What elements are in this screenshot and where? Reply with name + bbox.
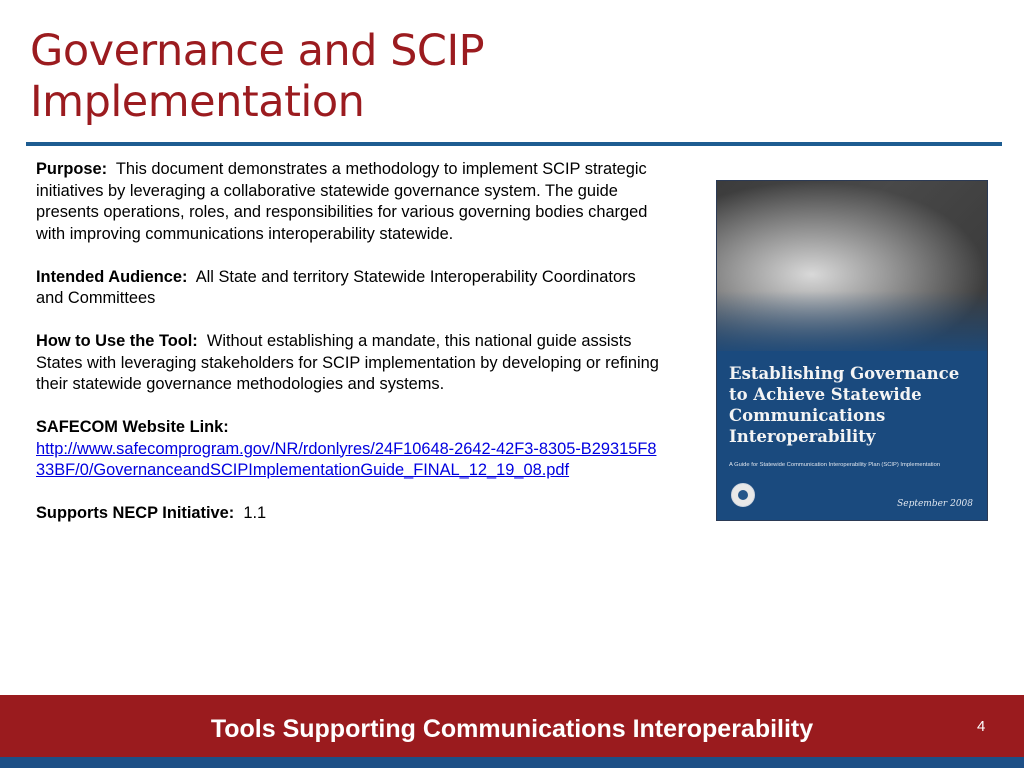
purpose-section [36, 159, 661, 245]
title-divider [26, 142, 1002, 146]
cover-date: September 2008 [897, 499, 973, 509]
slide-title-line-2: Implementation [30, 77, 365, 127]
footer-title: Tools Supporting Communications Interoperability [210, 715, 814, 743]
website-link-label: SAFECOM Website Link: [36, 418, 229, 436]
cover-title: Establishing Governance to Achieve Statewide Communications Interoperability [729, 364, 960, 446]
dhs-seal-icon [731, 483, 755, 507]
page-number: 4 [977, 718, 986, 735]
slide-title-line-1: Governance and SCIP [30, 26, 485, 76]
content-body [36, 159, 661, 546]
cover-subtitle: A Guide for Statewide Communication Interoperability Plan (SCIP) Implementation [729, 462, 941, 468]
audience-text: All State and territory Statewide Interoperability Coordinators and Committees [36, 267, 636, 307]
footer-strip [0, 757, 1024, 768]
safecom-website-link[interactable]: http://www.safecomprogram.gov/NR/rdonlyres/24F10648-2642-42F3-8305-B29315F833BF/0/GovernanceandSCIPImplementationGuide_FINAL_12_19_08.pdf [36, 439, 657, 479]
slide-title [30, 26, 730, 128]
howto-label: How to Use the Tool: [36, 332, 198, 350]
howto-section [36, 331, 661, 396]
necp-value: 1.1 [243, 504, 267, 522]
document-cover-image [716, 180, 988, 521]
howto-text: Without establishing a mandate, this national guide assists States with leveraging stakeholders for SCIP implementation by developing or refining their statewide governance methodologies and systems. [36, 332, 659, 393]
audience-section [36, 267, 661, 310]
purpose-label: Purpose: [36, 160, 108, 178]
necp-section [36, 503, 661, 525]
link-section [36, 417, 661, 482]
purpose-text: This document demonstrates a methodology to implement SCIP strategic initiatives by leveraging a collaborative statewide governance system. The guide presents operations, roles, and responsibilities for various governing bodies charged with improving communications interoperability statewide. [36, 160, 648, 243]
cover-photo-fade [717, 291, 987, 361]
audience-label: Intended Audience: [36, 267, 188, 286]
necp-label: Supports NECP Initiative: [36, 504, 235, 522]
